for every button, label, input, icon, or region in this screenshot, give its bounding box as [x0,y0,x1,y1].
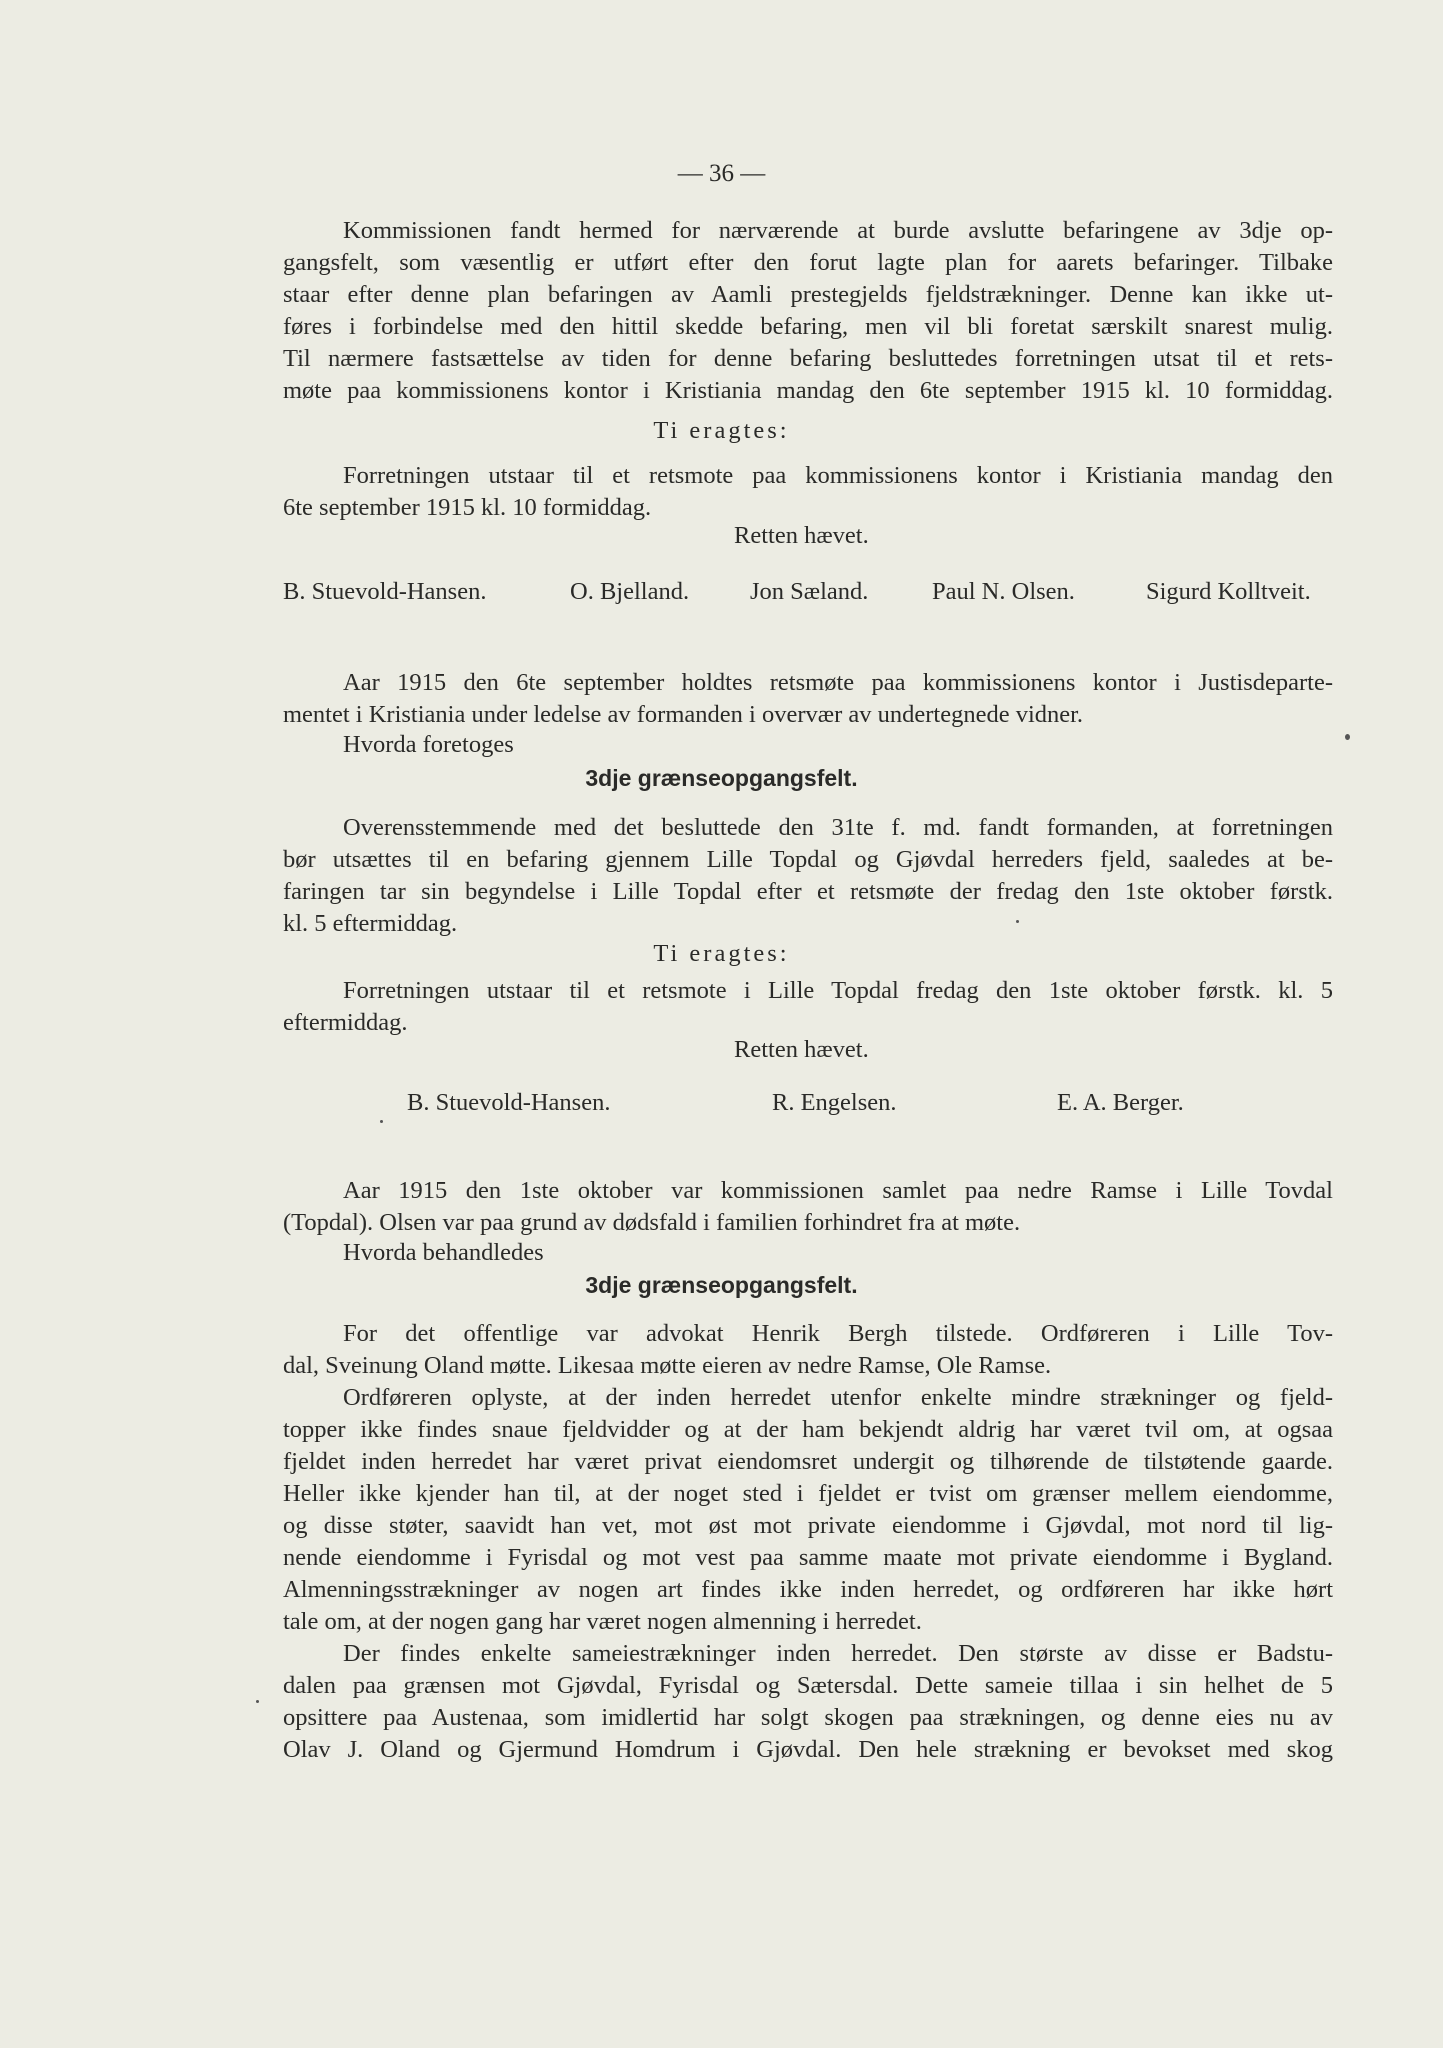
signature: R. Engelsen. [772,1089,897,1116]
text-line: kl. 5 eftermiddag. [283,910,458,937]
hvorda-line: Hvorda behandledes [343,1239,544,1266]
text-line: gangsfelt, som væsentlig er utført efter den forut lagte plan for aarets befaringer. Tilbake [283,249,1333,276]
hvorda-line: Hvorda foretoges [343,731,514,758]
signature: B. Stuevold-Hansen. [283,578,487,605]
court-adjourned: Retten hævet. [734,1036,869,1063]
text-line: faringen tar sin begyndelse i Lille Topdal efter et retsmøte der fredag den 1ste oktober førstk. [283,878,1333,905]
signature: Paul N. Olsen. [932,578,1075,605]
text-line: opsittere paa Austenaa, som imidlertid har solgt skogen paa strækningen, og denne eies nu av [283,1704,1333,1731]
text-line: Til nærmere fastsættelse av tiden for denne befaring besluttedes forretningen utsat til et rets- [283,345,1333,372]
text-line: topper ikke findes snaue fjeldvidder og at der ham bekjendt aldrig har været tvil om, at ogsaa [283,1416,1333,1443]
ruling-ti-eragtes: Ti eragtes: [653,417,790,444]
text-line: Der findes enkelte sameiestrækninger inden herredet. Den største av disse er Badstu- [343,1640,1333,1667]
signature: Sigurd Kolltveit. [1146,578,1311,605]
scan-speck [1345,734,1350,740]
scan-speck [380,1120,383,1123]
text-line: Aar 1915 den 6te september holdtes retsmøte paa kommissionens kontor i Justisdeparte- [343,669,1333,696]
section-heading: 3dje grænseopgangsfelt. [585,765,858,791]
section-heading: 3dje grænseopgangsfelt. [585,1272,858,1298]
scan-speck [256,1700,259,1703]
text-line: Heller ikke kjender han til, at der noget sted i fjeldet er tvist om grænser mellem eiendomme, [283,1480,1333,1507]
signature: B. Stuevold-Hansen. [407,1089,611,1116]
text-line: Aar 1915 den 1ste oktober var kommissionen samlet paa nedre Ramse i Lille Tovdal [343,1177,1333,1204]
text-line: 6te september 1915 kl. 10 formiddag. [283,494,652,521]
text-line: mentet i Kristiania under ledelse av formanden i overvær av undertegnede vidner. [283,701,1084,728]
page-number: — 36 — [677,160,766,187]
text-line: eftermiddag. [283,1009,408,1036]
text-line: dal, Sveinung Oland møtte. Likesaa møtte eieren av nedre Ramse, Ole Ramse. [283,1352,1052,1379]
text-line: staar efter denne plan befaringen av Aamli prestegjelds fjeldstrækninger. Denne kan ikke ut- [283,281,1333,308]
text-line: tale om, at der nogen gang har været nogen almenning i herredet. [283,1608,922,1635]
text-line: og disse støter, saavidt han vet, mot øst mot private eiendomme i Gjøvdal, mot nord til lig- [283,1512,1333,1539]
signature: E. A. Berger. [1057,1089,1184,1116]
text-line: Forretningen utstaar til et retsmote paa kommissionens kontor i Kristiania mandag den [343,462,1333,489]
text-line: Overensstemmende med det besluttede den 31te f. md. fandt formanden, at forretningen [343,814,1333,841]
text-line: føres i forbindelse med den hittil skedde befaring, men vil bli foretat særskilt snarest mulig. [283,313,1333,340]
text-line: møte paa kommissionens kontor i Kristiania mandag den 6te september 1915 kl. 10 formiddag. [283,377,1333,404]
signature: O. Bjelland. [570,578,690,605]
text-line: For det offentlige var advokat Henrik Bergh tilstede. Ordføreren i Lille Tov- [343,1320,1333,1347]
text-line: dalen paa grænsen mot Gjøvdal, Fyrisdal og Sætersdal. Dette sameie tillaa i sin helhet de 5 [283,1672,1333,1699]
court-adjourned: Retten hævet. [734,522,869,549]
text-line: (Topdal). Olsen var paa grund av dødsfald i familien forhindret fra at møte. [283,1209,1021,1236]
text-line: nende eiendomme i Fyrisdal og mot vest paa samme maate mot private eiendomme i Bygland. [283,1544,1333,1571]
text-line: bør utsættes til en befaring gjennem Lille Topdal og Gjøvdal herreders fjeld, saaledes at be- [283,846,1333,873]
scan-speck [1016,920,1019,923]
text-line: Olav J. Oland og Gjermund Homdrum i Gjøvdal. Den hele strækning er bevokset med skog [283,1736,1333,1763]
text-line: Almenningsstrækninger av nogen art findes ikke inden herredet, og ordføreren har ikke hørt [283,1576,1333,1603]
text-line: Forretningen utstaar til et retsmote i Lille Topdal fredag den 1ste oktober førstk. kl. 5 [343,977,1333,1004]
text-line: Ordføreren oplyste, at der inden herredet utenfor enkelte mindre strækninger og fjeld- [343,1384,1333,1411]
ruling-ti-eragtes: Ti eragtes: [653,940,790,967]
signature: Jon Sæland. [750,578,869,605]
text-line: fjeldet inden herredet har været privat eiendomsret undergit og tilhørende de tilstøtende gaarde. [283,1448,1333,1475]
text-line: Kommissionen fandt hermed for nærværende at burde avslutte befaringene av 3dje op- [343,217,1333,244]
